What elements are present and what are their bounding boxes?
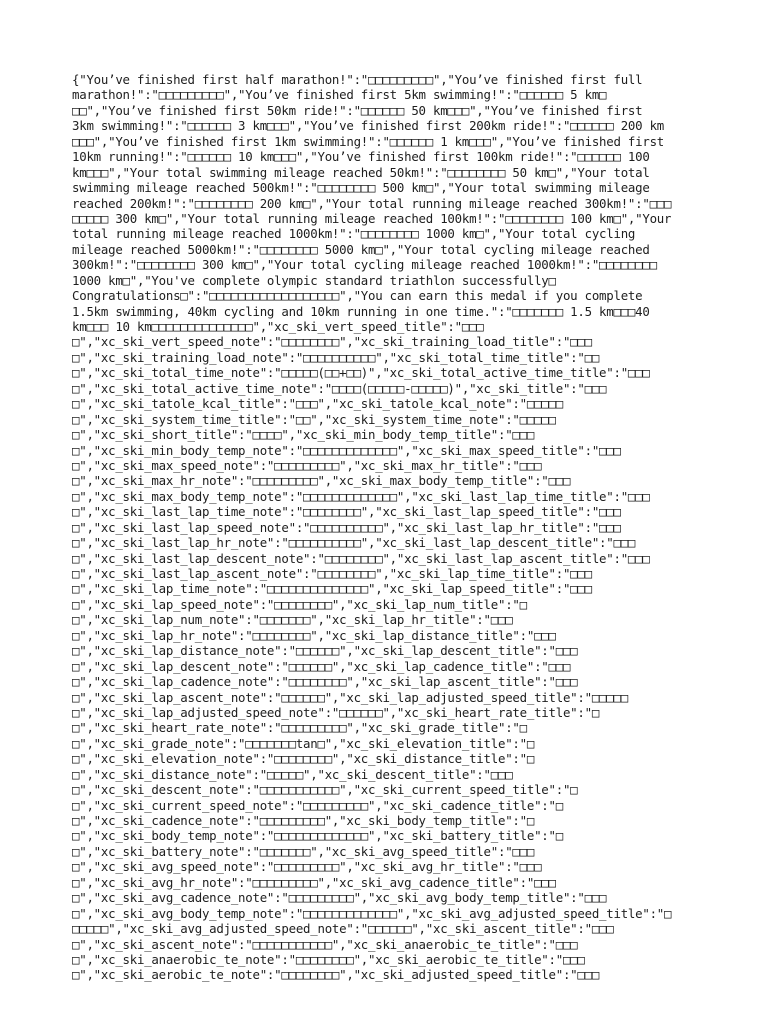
text-line: □","xc_ski_lap_distance_note":"□□□□□□","xc_ski_lap_descent_title":"□□□ <box>72 643 578 659</box>
text-line: □","xc_ski_heart_rate_note":"□□□□□□□□□","xc_ski_grade_title":"□ <box>72 720 527 736</box>
text-line: □","xc_ski_max_body_temp_note":"□□□□□□□□□□□□□","xc_ski_last_lap_time_title":"□□□ <box>72 488 650 504</box>
text-line: total running mileage reached 1000km!":"□□□□□□□□ 1000 km□","Your total cycling <box>72 226 636 242</box>
text-line: □","xc_ski_max_speed_note":"□□□□□□□□□","xc_ski_max_hr_title":"□□□ <box>72 457 542 473</box>
text-line: □","xc_ski_last_lap_descent_note":"□□□□□□□□","xc_ski_last_lap_ascent_title":"□□□ <box>72 550 650 566</box>
text-line: □","xc_ski_lap_adjusted_speed_note":"□□□□□□","xc_ski_heart_rate_title":"□ <box>72 704 600 720</box>
text-line: □","xc_ski_last_lap_time_note":"□□□□□□□□","xc_ski_last_lap_speed_title":"□□□ <box>72 504 621 520</box>
text-line: □","xc_ski_aerobic_te_note":"□□□□□□□□","xc_ski_adjusted_speed_title":"□□□ <box>72 967 600 983</box>
text-line: 1000 km□","You've complete olympic standard triathlon successfully□ <box>72 272 556 288</box>
json-text-body <box>72 72 696 983</box>
text-line: □","xc_ski_total_active_time_note":"□□□□(□□□□□-□□□□□)","xc_ski_title":"□□□ <box>72 380 607 396</box>
text-line: 10km running!":"□□□□□□ 10 km□□□","You’ve finished first 100km ride!":"□□□□□□ 100 <box>72 149 650 165</box>
text-line: □","xc_ski_current_speed_note":"□□□□□□□□□","xc_ski_cadence_title":"□ <box>72 797 563 813</box>
text-line: □","xc_ski_lap_time_note":"□□□□□□□□□□□□□□","xc_ski_lap_speed_title":"□□□ <box>72 581 592 597</box>
text-line: □","xc_ski_anaerobic_te_note":"□□□□□□□□","xc_ski_aerobic_te_title":"□□□ <box>72 951 585 967</box>
text-line: □","xc_ski_descent_note":"□□□□□□□□□□□","xc_ski_current_speed_title":"□ <box>72 782 578 798</box>
text-line: □","xc_ski_avg_body_temp_note":"□□□□□□□□□□□□□","xc_ski_avg_adjusted_speed_title":"□ <box>72 905 672 921</box>
text-line: swimming mileage reached 500km!":"□□□□□□□□ 500 km□","Your total swimming mileage <box>72 180 650 196</box>
text-line: □","xc_ski_short_title":"□□□□","xc_ski_min_body_temp_title":"□□□ <box>72 427 535 443</box>
text-line: □□□","You’ve finished first 1km swimming!":"□□□□□□ 1 km□□□","You’ve finished first <box>72 133 665 149</box>
text-line: □","xc_ski_avg_cadence_note":"□□□□□□□□□","xc_ski_avg_body_temp_title":"□□□ <box>72 890 607 906</box>
text-line: □","xc_ski_training_load_note":"□□□□□□□□□□","xc_ski_total_time_title":"□□ <box>72 349 600 365</box>
text-line: □","xc_ski_lap_ascent_note":"□□□□□□","xc_ski_lap_adjusted_speed_title":"□□□□□ <box>72 689 628 705</box>
text-line: □","xc_ski_vert_speed_note":"□□□□□□□□","xc_ski_training_load_title":"□□□ <box>72 334 592 350</box>
text-line: □","xc_ski_cadence_note":"□□□□□□□□□","xc_ski_body_temp_title":"□ <box>72 813 535 828</box>
text-line: □","xc_ski_body_temp_note":"□□□□□□□□□□□□□","xc_ski_battery_title":"□ <box>72 828 563 844</box>
text-line: □□□□□","xc_ski_avg_adjusted_speed_note":"□□□□□□","xc_ski_ascent_title":"□□□ <box>72 921 614 937</box>
text-line: Congratulations□":"□□□□□□□□□□□□□□□□□□","You can earn this medal if you complete <box>72 288 643 304</box>
text-line: mileage reached 5000km!":"□□□□□□□□ 5000 km□","Your total cycling mileage reached <box>72 241 650 257</box>
text-line: 300km!":"□□□□□□□□ 300 km□","Your total cycling mileage reached 1000km!":"□□□□□□□□ <box>72 257 657 273</box>
text-line: □","xc_ski_lap_cadence_note":"□□□□□□□□","xc_ski_lap_ascent_title":"□□□ <box>72 674 578 690</box>
text-line: □","xc_ski_tatole_kcal_title":"□□□","xc_ski_tatole_kcal_note":"□□□□□ <box>72 396 563 412</box>
text-line: □","xc_ski_last_lap_ascent_note":"□□□□□□□□","xc_ski_lap_time_title":"□□□ <box>72 566 592 581</box>
text-line: □","xc_ski_lap_hr_note":"□□□□□□□□","xc_ski_lap_distance_title":"□□□ <box>72 627 556 643</box>
text-line: □","xc_ski_elevation_note":"□□□□□□□□","xc_ski_distance_title":"□ <box>72 751 535 767</box>
text-line: □","xc_ski_lap_descent_note":"□□□□□□","xc_ski_lap_cadence_title":"□□□ <box>72 658 571 674</box>
text-line: □","xc_ski_min_body_temp_note":"□□□□□□□□□□□□□","xc_ski_max_speed_title":"□□□ <box>72 442 621 458</box>
text-line: □","xc_ski_avg_speed_note":"□□□□□□□□□","xc_ski_avg_hr_title":"□□□ <box>72 859 542 875</box>
text-line: □","xc_ski_last_lap_hr_note":"□□□□□□□□□□","xc_ski_last_lap_descent_title":"□□□ <box>72 535 636 551</box>
text-line: km□□□ 10 km□□□□□□□□□□□□□□","xc_ski_vert_speed_title":"□□□ <box>72 319 484 334</box>
text-line: □□□□□ 300 km□","Your total running mileage reached 100km!":"□□□□□□□□ 100 km□","Your <box>72 210 672 226</box>
text-line: □","xc_ski_battery_note":"□□□□□□□","xc_ski_avg_speed_title":"□□□ <box>72 843 535 859</box>
text-line: □","xc_ski_lap_num_note":"□□□□□□□","xc_ski_lap_hr_title":"□□□ <box>72 612 513 628</box>
text-line: □","xc_ski_lap_speed_note":"□□□□□□□□","xc_ski_lap_num_title":"□ <box>72 596 527 612</box>
text-line: □","xc_ski_ascent_note":"□□□□□□□□□□□","xc_ski_anaerobic_te_title":"□□□ <box>72 936 578 952</box>
text-line: □","xc_ski_system_time_title":"□□","xc_ski_system_time_note":"□□□□□ <box>72 411 556 427</box>
text-line: □","xc_ski_grade_note":"□□□□□□□tan□","xc_ski_elevation_title":"□ <box>72 735 535 751</box>
text-line: 3km swimming!":"□□□□□□ 3 km□□□","You’ve finished first 200km ride!":"□□□□□□ 200 km <box>72 118 665 134</box>
text-line: □","xc_ski_last_lap_speed_note":"□□□□□□□□□□","xc_ski_last_lap_hr_title":"□□□ <box>72 519 621 535</box>
text-line: {"You’ve finished first half marathon!":"□□□□□□□□□","You’ve finished first full <box>72 72 643 87</box>
text-line: □","xc_ski_max_hr_note":"□□□□□□□□□","xc_ski_max_body_temp_title":"□□□ <box>72 473 571 489</box>
text-line: reached 200km!":"□□□□□□□□ 200 km□","Your total running mileage reached 300km!":"□□□ <box>72 195 672 211</box>
text-line: □","xc_ski_total_time_note":"□□□□□(□□+□□)","xc_ski_total_active_time_title":"□□□ <box>72 365 650 381</box>
text-line: □","xc_ski_distance_note":"□□□□□","xc_ski_descent_title":"□□□ <box>72 766 513 782</box>
text-line: km□□□","Your total swimming mileage reached 50km!":"□□□□□□□□ 50 km□","Your total <box>72 164 650 180</box>
text-line: □","xc_ski_avg_hr_note":"□□□□□□□□□","xc_ski_avg_cadence_title":"□□□ <box>72 874 556 890</box>
text-line: marathon!":"□□□□□□□□□","You’ve finished first 5km swimming!":"□□□□□□ 5 km□ <box>72 87 607 103</box>
text-line: □□","You’ve finished first 50km ride!":"□□□□□□ 50 km□□□","You’ve finished first <box>72 102 643 118</box>
text-line: 1.5km swimming, 40km cycling and 10km running in one time.":"□□□□□□□ 1.5 km□□□40 <box>72 303 650 319</box>
